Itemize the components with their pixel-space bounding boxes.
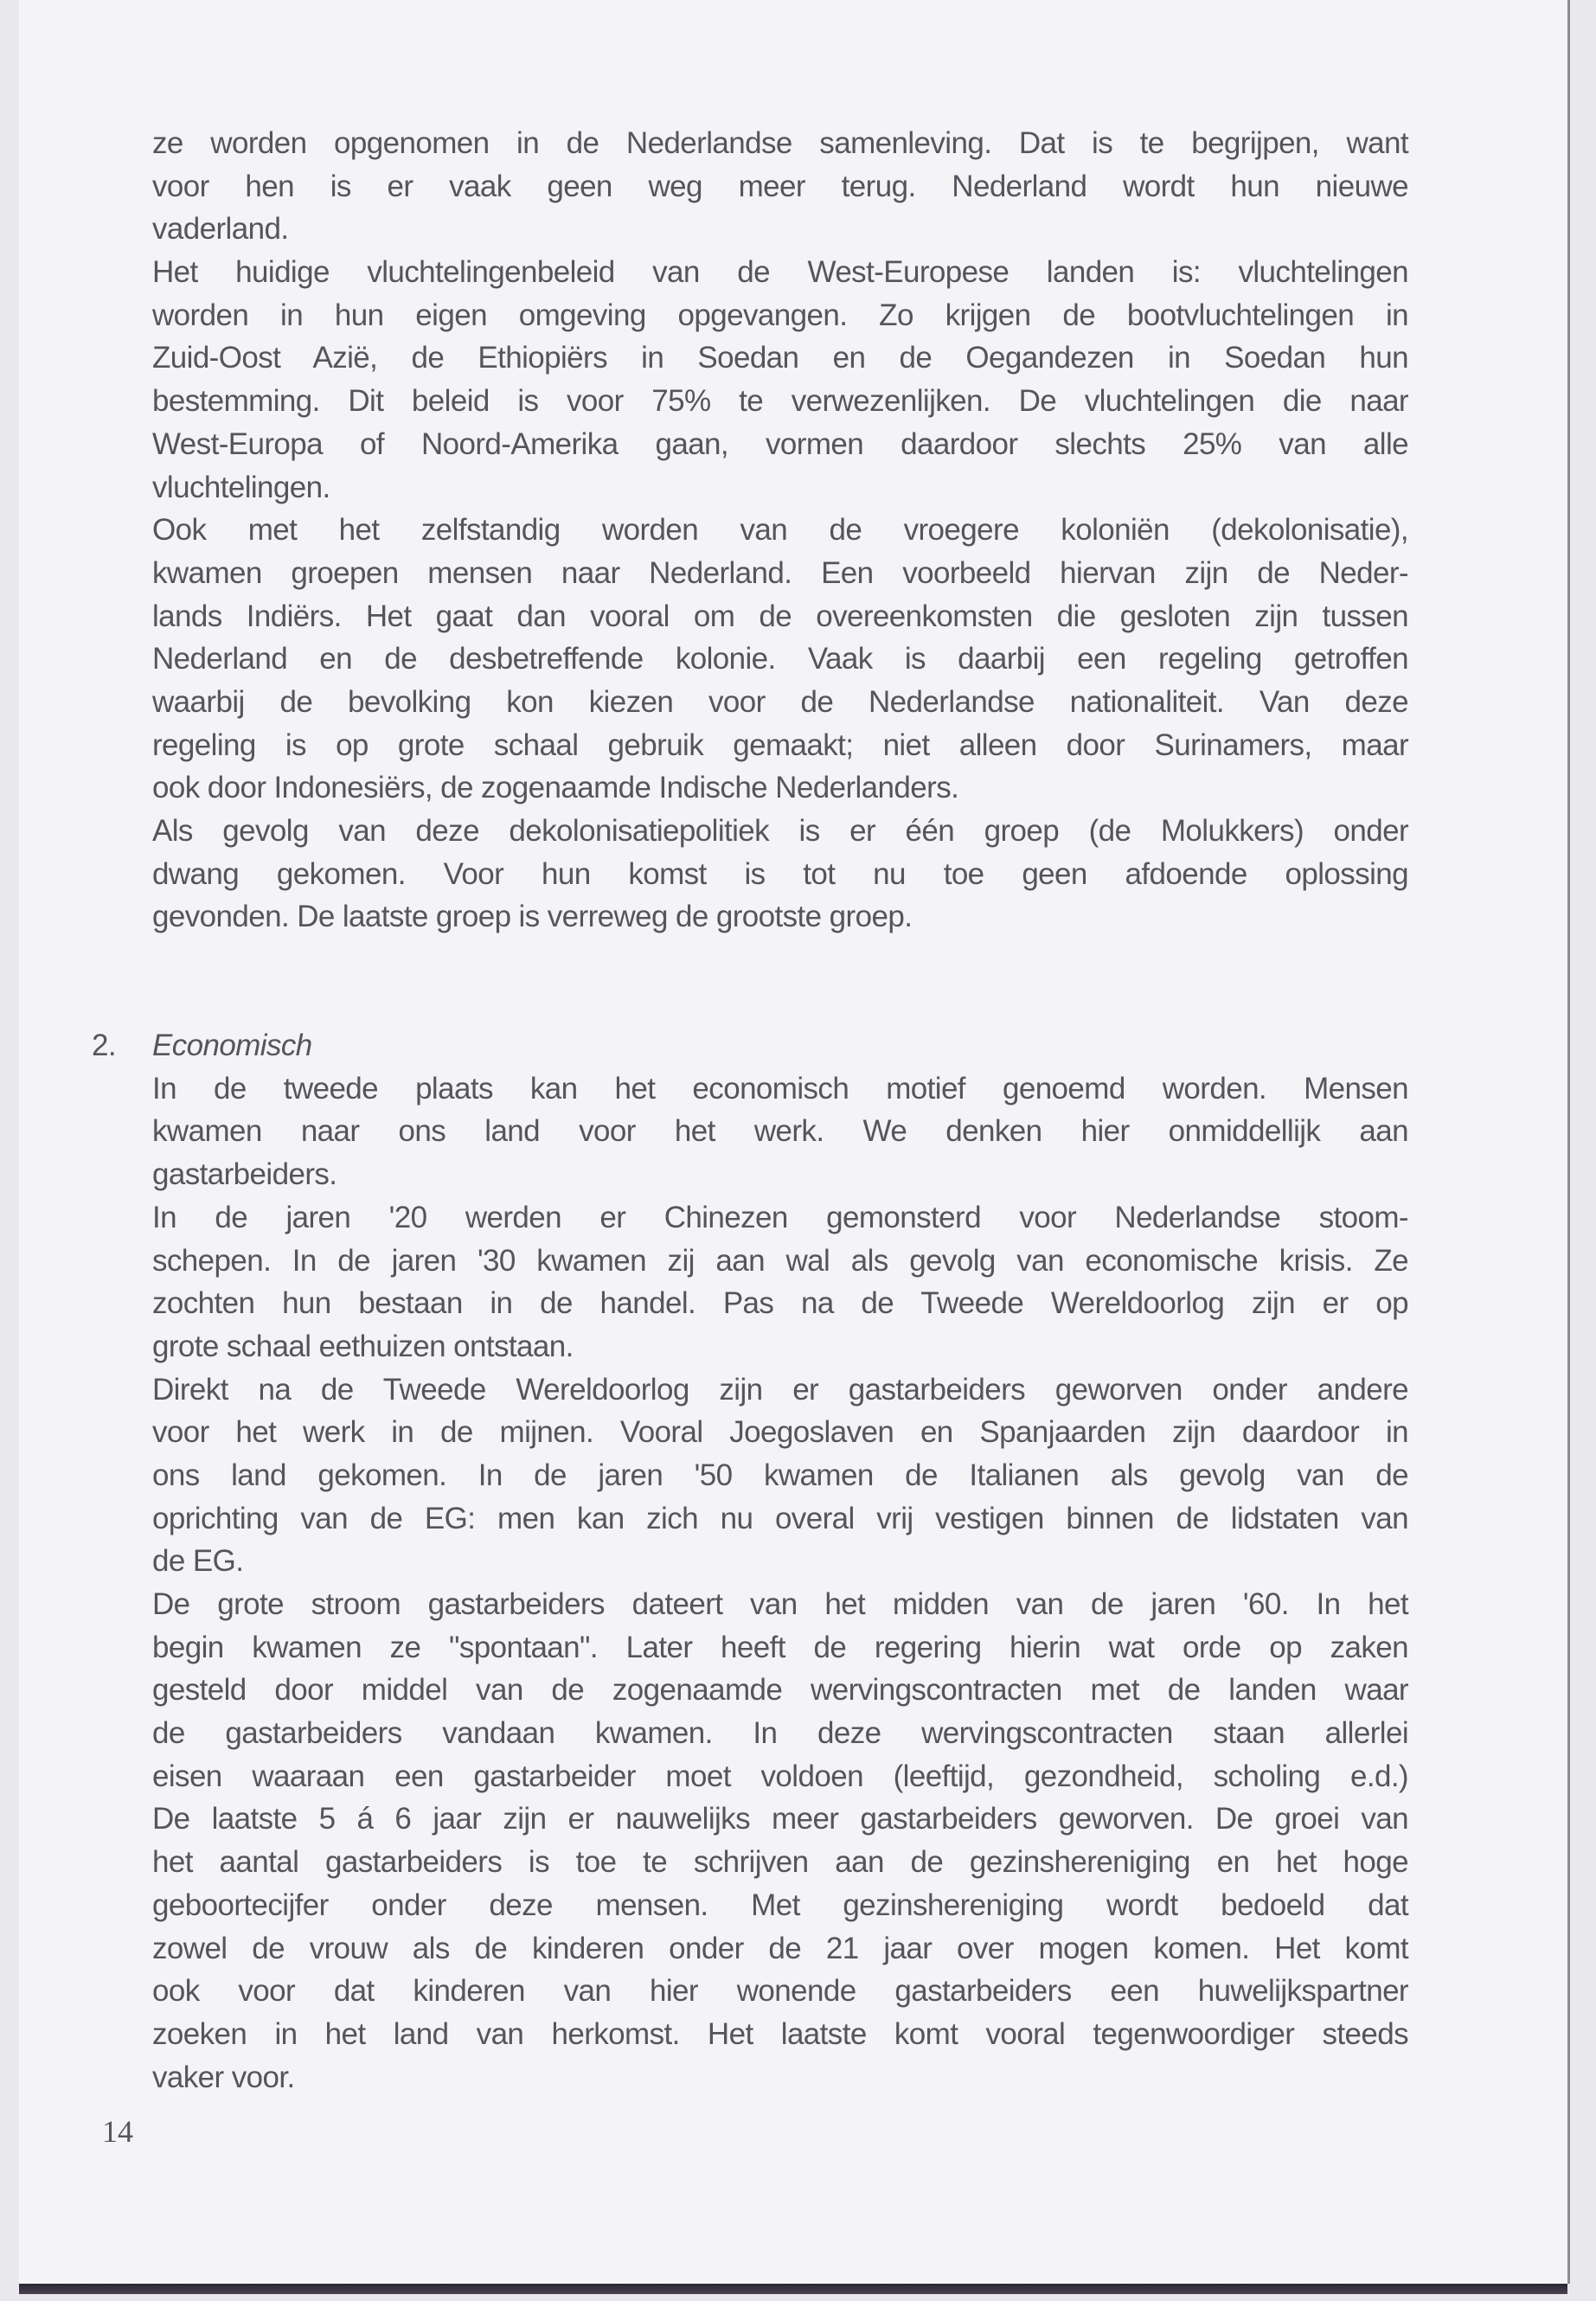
- text-line: zoeken in het land van herkomst. Het laatste komt vooral tegenwoordiger steeds: [152, 2016, 1408, 2051]
- text-line: lands Indiërs. Het gaat dan vooral om de overeenkomsten die gesloten zijn tussen: [152, 599, 1408, 633]
- page-number: 14: [102, 2114, 133, 2149]
- text-line: het aantal gastarbeiders is toe te schrijven aan de gezinshereniging en het hoge: [152, 1845, 1408, 1880]
- text-line: ons land gekomen. In de jaren '50 kwamen de Italianen als gevolg van de: [152, 1458, 1408, 1492]
- text-line: De grote stroom gastarbeiders dateert van het midden van de jaren '60. In het: [152, 1587, 1408, 1621]
- text-line: schepen. In de jaren '30 kwamen zij aan wal als gevolg van economische krisis. Ze: [152, 1243, 1408, 1278]
- section-gap: [152, 939, 1408, 1024]
- text-line: In de tweede plaats kan het economisch motief genoemd worden. Mensen: [152, 1071, 1408, 1106]
- body-text: [92, 122, 1408, 2099]
- scan-edge-shadow: [19, 2284, 1567, 2294]
- text-line: begin kwamen ze "spontaan". Later heeft de regering hierin wat orde op zaken: [152, 1630, 1408, 1664]
- paragraph: [152, 1196, 1408, 1368]
- text-line: regeling is op grote schaal gebruik gemaakt; niet alleen door Surinamers, maar: [152, 727, 1408, 762]
- section-heading: [92, 1024, 1408, 1067]
- text-line: gesteld door middel van de zogenaamde wervingscontracten met de landen waar: [152, 1673, 1408, 1708]
- paragraph: [152, 1368, 1408, 1583]
- text-line: vaker voor.: [152, 2060, 295, 2094]
- text-line: grote schaal eethuizen ontstaan.: [152, 1329, 574, 1363]
- section-number: 2.: [92, 1029, 116, 1063]
- text-line: De laatste 5 á 6 jaar zijn er nauwelijks meer gastarbeiders geworven. De groei van: [152, 1802, 1408, 1836]
- text-line: Direkt na de Tweede Wereldoorlog zijn er gastarbeiders geworven onder andere: [152, 1372, 1408, 1407]
- text-line: bestemming. Dit beleid is voor 75% te verwezenlijken. De vluchtelingen die naar: [152, 384, 1408, 419]
- text-line: gastarbeiders.: [152, 1157, 337, 1192]
- text-line: waarbij de bevolking kon kiezen voor de Nederlandse nationaliteit. Van deze: [152, 684, 1408, 719]
- text-line: oprichting van de EG: men kan zich nu overal vrij vestigen binnen de lidstaten van: [152, 1501, 1408, 1535]
- text-line: Ook met het zelfstandig worden van de vroegere koloniën (dekolonisatie),: [152, 513, 1408, 548]
- text-line: In de jaren '20 werden er Chinezen gemonsterd voor Nederlandse stoom-: [152, 1200, 1408, 1234]
- text-line: Nederland en de desbetreffende kolonie. Vaak is daarbij een regeling getroffen: [152, 642, 1408, 676]
- text-line: de gastarbeiders vandaan kwamen. In deze wervingscontracten staan allerlei: [152, 1716, 1408, 1751]
- text-line: eisen waaraan een gastarbeider moet voldoen (leeftijd, gezondheid, scholing e.d.): [152, 1759, 1408, 1793]
- text-line: worden in hun eigen omgeving opgevangen. Zo krijgen de bootvluchtelingen in: [152, 298, 1408, 332]
- text-line: kwamen groepen mensen naar Nederland. Een voorbeeld hiervan zijn de Neder-: [152, 555, 1408, 590]
- text-line: Als gevolg van deze dekolonisatiepolitiek is er één groep (de Molukkers) onder: [152, 814, 1408, 848]
- text-line: vaderland.: [152, 212, 289, 247]
- section-paragraphs: [152, 1067, 1408, 2099]
- text-line: ook door Indonesiërs, de zogenaamde Indische Nederlanders.: [152, 771, 959, 805]
- paragraph: [152, 251, 1408, 509]
- text-line: Zuid-Oost Azië, de Ethiopiërs in Soedan en de Oegandezen in Soedan hun: [152, 341, 1408, 375]
- paragraph: [152, 509, 1408, 810]
- paragraph: [152, 810, 1408, 939]
- text-line: voor het werk in de mijnen. Vooral Joegoslaven en Spanjaarden zijn daardoor in: [152, 1415, 1408, 1450]
- text-line: kwamen naar ons land voor het werk. We denken hier onmiddellijk aan: [152, 1114, 1408, 1149]
- text-line: zowel de vrouw als de kinderen onder de 21 jaar over mogen komen. Het komt: [152, 1931, 1408, 1965]
- text-line: voor hen is er vaak geen weg meer terug. Nederland wordt hun nieuwe: [152, 169, 1408, 203]
- text-line: zochten hun bestaan in de handel. Pas na de Tweede Wereldoorlog zijn er op: [152, 1286, 1408, 1321]
- text-line: vluchtelingen.: [152, 470, 330, 504]
- intro-paragraphs: [152, 122, 1408, 939]
- text-line: Het huidige vluchtelingenbeleid van de West-Europese landen is: vluchtelingen: [152, 255, 1408, 290]
- paragraph: [152, 1583, 1408, 2099]
- text-line: ze worden opgenomen in de Nederlandse samenleving. Dat is te begrijpen, want: [152, 126, 1408, 160]
- text-line: gevonden. De laatste groep is verreweg de grootste groep.: [152, 900, 913, 934]
- text-line: de EG.: [152, 1544, 244, 1579]
- text-line: West-Europa of Noord-Amerika gaan, vormen daardoor slechts 25% van alle: [152, 426, 1408, 461]
- text-line: dwang gekomen. Voor hun komst is tot nu toe geen afdoende oplossing: [152, 856, 1408, 891]
- text-line: ook voor dat kinderen van hier wonende gastarbeiders een huwelijkspartner: [152, 1974, 1408, 2009]
- paragraph: [152, 122, 1408, 251]
- paragraph: [152, 1067, 1408, 1196]
- section-title: Economisch: [152, 1029, 312, 1063]
- text-line: geboortecijfer onder deze mensen. Met gezinshereniging wordt bedoeld dat: [152, 1888, 1408, 1922]
